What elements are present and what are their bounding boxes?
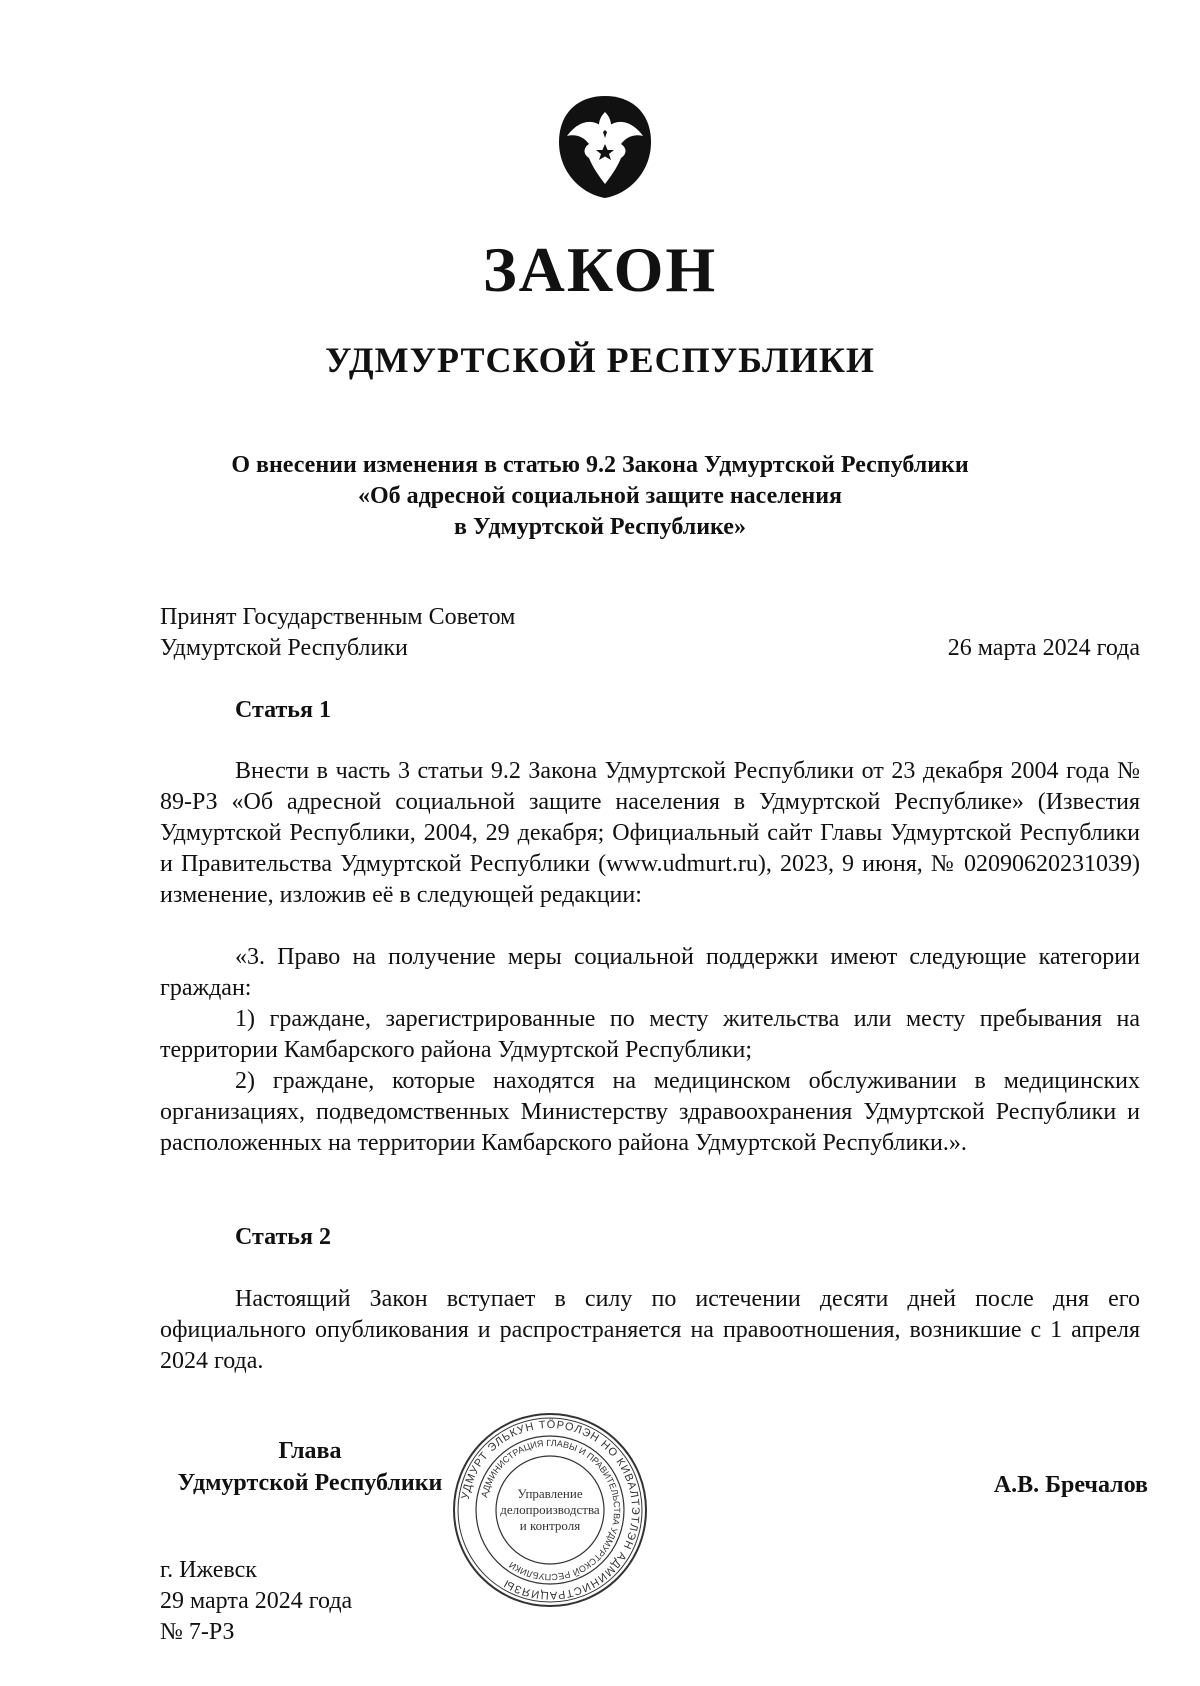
- stamp-center-line: и контроля: [519, 1518, 581, 1533]
- place-date-number: [160, 1555, 352, 1648]
- signing-date: 29 марта 2024 года: [160, 1588, 353, 1614]
- head-title-line: Глава: [278, 1438, 342, 1464]
- stamp-center-line: делопроизводства: [500, 1502, 600, 1517]
- head-title-line: Удмуртской Республики: [177, 1470, 443, 1496]
- article-1-heading: Статья 1: [235, 697, 331, 723]
- law-name-line: О внесении изменения в статью 9.2 Закона Удмуртской Республики: [231, 452, 969, 478]
- article-1-intro: Внести в часть 3 статьи 9.2 Закона Удмуртской Республики от 23 декабря 2004 года № 89-РЗ «Об адресной социальной защите населения в Удмуртской Республике» (Известия Удмуртской Республики, 2004, 29 декабря; Официальный сайт Главы Удмуртской Республики и Правительства Удмуртской Республики (www.udmurt.ru), 2023, 9 июня, № 02090620231039) изменение, изложив её в следующей редакции:: [160, 758, 1140, 908]
- article-1-item-1: 1) граждане, зарегистрированные по месту жительства или месту пребывания на территории Камбарского района Удмуртской Республики;: [160, 1006, 1140, 1063]
- head-title: [160, 1435, 460, 1499]
- signing-city: г. Ижевск: [160, 1557, 257, 1583]
- adoption-info: [160, 602, 515, 664]
- coat-of-arms-emblem: [555, 92, 655, 200]
- law-number: № 7-РЗ: [160, 1619, 235, 1645]
- official-stamp: [450, 1410, 650, 1610]
- stamp-outer-text: УДМУРТ ЭЛЬКУН ТӦРОЛЭН НО КИВАЛТЭТЛЭН АДМИНИСТРАЦИЯЗЫ: [459, 1418, 642, 1602]
- adoption-line: Удмуртской Республики: [160, 635, 408, 661]
- document-subtitle: УДМУРТСКОЙ РЕСПУБЛИКИ: [325, 340, 875, 380]
- law-name: [150, 450, 1050, 543]
- stamp-center-line: Управление: [517, 1486, 583, 1501]
- law-name-line: «Об адресной социальной защите населения: [357, 483, 843, 509]
- article-2-heading: Статья 2: [235, 1224, 331, 1250]
- signatory-name: А.В. Бречалов: [993, 1472, 1148, 1498]
- adoption-date: 26 марта 2024 года: [947, 635, 1140, 661]
- article-2-text: Настоящий Закон вступает в силу по истечении десяти дней после дня его официального опубликования и распространяется на правоотношения, возникшие с 1 апреля 2024 года.: [160, 1286, 1140, 1374]
- law-name-line: в Удмуртской Республике»: [454, 514, 746, 540]
- document-title: ЗАКОН: [482, 234, 718, 305]
- stamp-seal-icon: [450, 1410, 650, 1610]
- stamp-inner-text: АДМИНИСТРАЦИЯ ГЛАВЫ И ПРАВИТЕЛЬСТВА УДМУРТСКОЙ РЕСПУБЛИКИ: [479, 1437, 623, 1583]
- article-1-item-2: 2) граждане, которые находятся на медицинском обслуживании в медицинских организациях, подведомственных Министерству здравоохранения Удмуртской Республики и расположенных на территории Камбарского района Удмуртской Республики.».: [160, 1068, 1140, 1156]
- article-1-point-3: «3. Право на получение меры социальной поддержки имеют следующие категории граждан:: [160, 944, 1140, 1001]
- udmurt-coat-of-arms-icon: [555, 92, 655, 200]
- adoption-line: Принят Государственным Советом: [160, 604, 516, 630]
